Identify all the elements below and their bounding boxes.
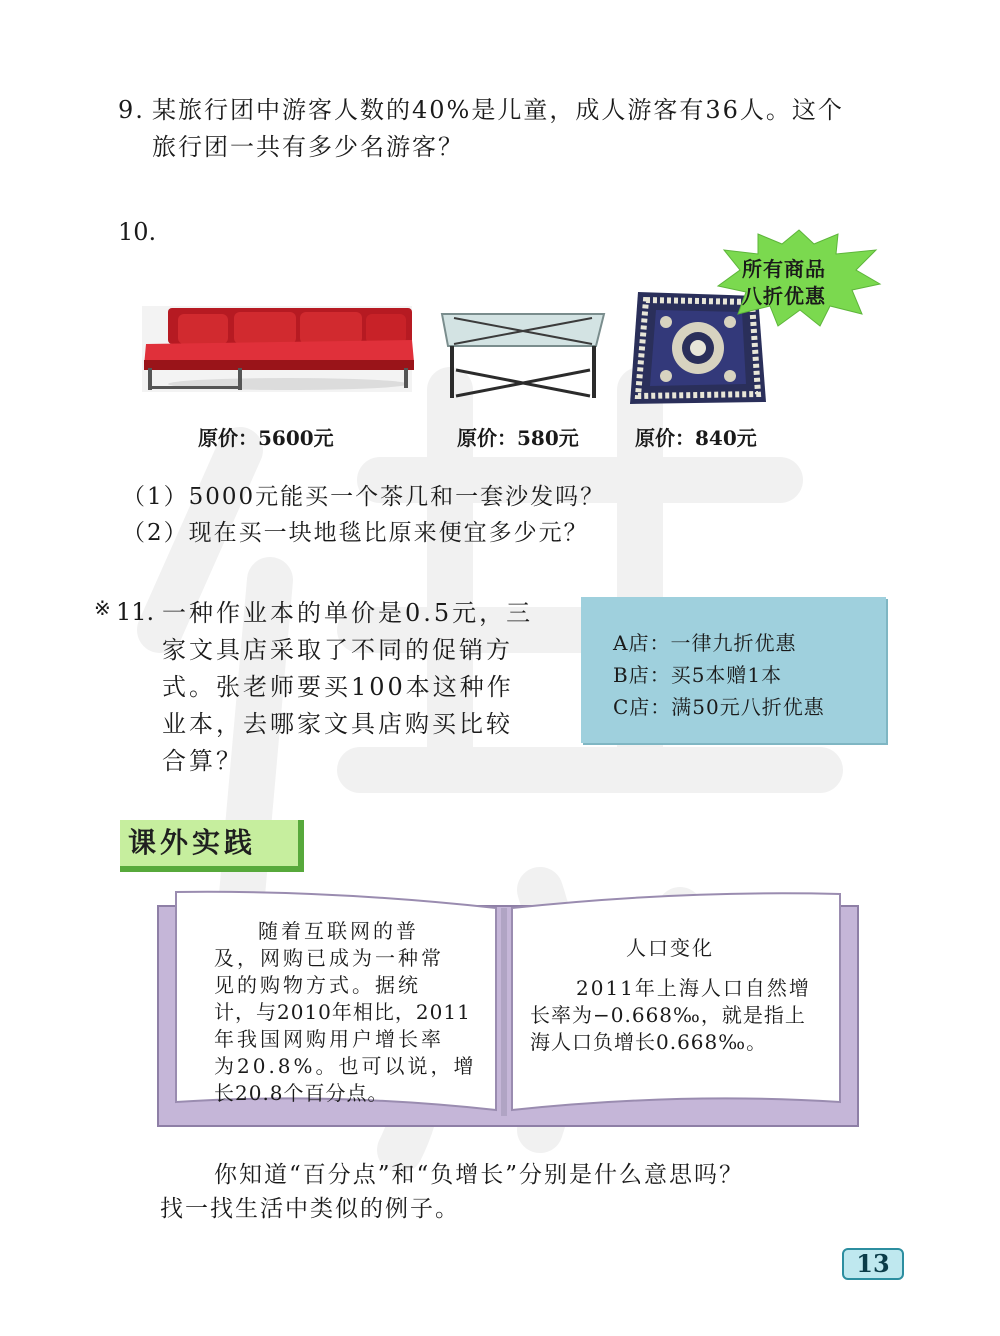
question-9-number: 9.	[118, 96, 145, 124]
closing-question-line2: 找一找生活中类似的例子。	[160, 1196, 460, 1222]
question-11-line: 家文具店采取了不同的促销方	[162, 636, 513, 664]
rug-price: 原价：840元	[635, 426, 757, 450]
sofa-price: 原价：5600元	[198, 426, 334, 450]
coffee-table-image	[434, 306, 612, 402]
shop-c: C店：满50元八折优惠	[613, 695, 825, 719]
question-9-line1: 某旅行团中游客人数的40%是儿童，成人游客有36人。这个	[152, 96, 844, 124]
sale-badge-line2: 八折优惠	[742, 284, 826, 308]
book-right-line: 长率为−0.668‰，就是指上	[530, 1003, 806, 1027]
book-left-line: 随着互联网的普	[258, 919, 419, 943]
question-11-line: 业本，去哪家文具店购买比较	[162, 710, 513, 738]
question-11-line: 式。张老师要买100本这种作	[162, 673, 514, 701]
sofa-image	[138, 300, 420, 396]
closing-question-line1: 你知道“百分点”和“负增长”分别是什么意思吗？	[214, 1162, 745, 1188]
book-left-line: 计，与2010年相比，2011	[214, 1000, 471, 1024]
question-11-text	[162, 595, 552, 780]
page-number: 13	[842, 1248, 904, 1280]
challenge-mark: ※	[94, 596, 111, 620]
question-10-sub2: （2）现在买一块地毯比原来便宜多少元？	[122, 520, 589, 546]
question-11-line: 合算？	[162, 747, 243, 775]
table-price: 原价：580元	[457, 426, 579, 450]
question-11-number: 11.	[116, 598, 155, 626]
book-right-line: 海人口负增长0.668‰。	[530, 1030, 768, 1054]
sale-badge-text	[736, 256, 832, 310]
shop-a: A店：一律九折优惠	[613, 631, 797, 655]
question-9-line2: 旅行团一共有多少名游客？	[152, 133, 464, 161]
book-left-line: 见的购物方式。据统	[214, 973, 421, 997]
shop-promotions-box	[581, 597, 886, 743]
book-right-line: 2011年上海人口自然增	[576, 976, 811, 1000]
sale-badge-line1: 所有商品	[742, 257, 826, 281]
question-10-sub1: （1）5000元能买一个茶几和一套沙发吗？	[122, 484, 606, 510]
book-right-title: 人口变化	[626, 936, 714, 960]
question-11-line: 一种作业本的单价是0.5元，三	[162, 599, 534, 627]
book-left-line: 及，网购已成为一种常	[214, 946, 444, 970]
shop-b: B店：买5本赠1本	[613, 663, 783, 687]
book-left-line: 长20.8个百分点。	[214, 1081, 389, 1105]
book-left-line: 年我国网购用户增长率	[214, 1027, 444, 1051]
book-left-line: 为20.8%。也可以说，增	[214, 1054, 477, 1078]
practice-section-title: 课外实践	[120, 820, 304, 872]
question-10-number: 10.	[118, 218, 157, 246]
